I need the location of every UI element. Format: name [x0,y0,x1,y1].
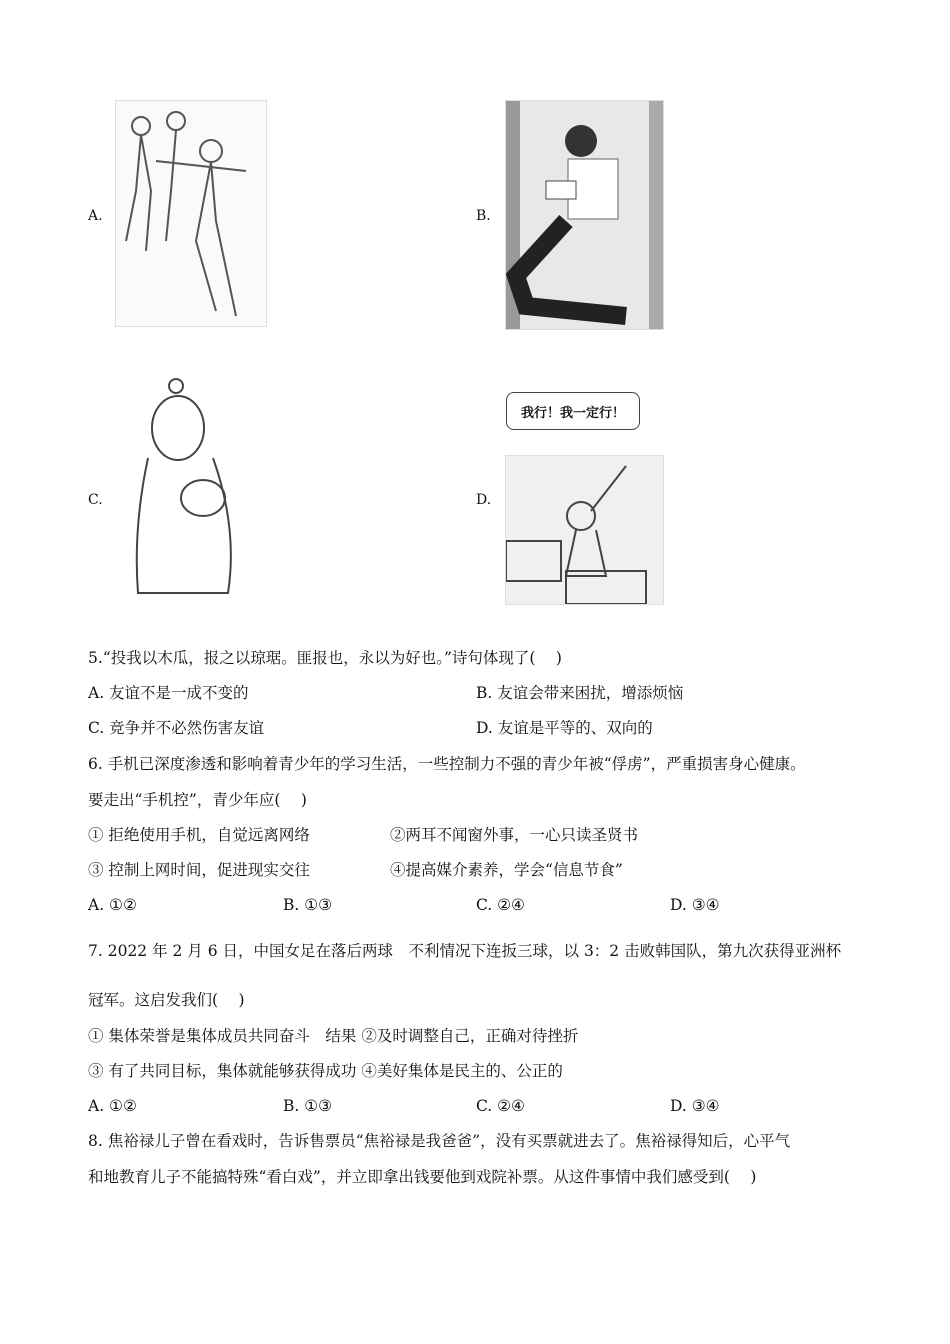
q6-option-d: D. ③④ [670,896,720,914]
q6-item-4: ④提高媒介素养，学会“信息节食” [390,861,623,879]
q6-item-1: ① 拒绝使用手机，自觉远离网络 [88,826,310,844]
q7-items-line-1: ① 集体荣誉是集体成员共同奋斗 结果 ②及时调整自己，正确对待挫折 [88,1027,579,1045]
q6-option-c: C. ②④ [476,896,525,914]
image-label-d: D. [476,492,492,508]
image-label-a: A. [88,208,103,224]
q5-option-a: A. 友谊不是一成不变的 [88,684,249,702]
q7-option-a: A. ①② [88,1097,137,1115]
q7-items-line-2: ③ 有了共同目标，集体就能够获得成功 ④美好集体是民主的、公正的 [88,1062,563,1080]
dancing-girls-illustration [115,100,267,327]
mother-crying-illustration [128,378,240,597]
q7-option-b: B. ①③ [283,1097,333,1115]
confident-girl-illustration [505,455,664,605]
question-5-stem: 5.“投我以木瓜，报之以琼琚。匪报也，永以为好也。”诗句体现了( ) [88,649,562,667]
girl-reading-illustration [505,100,664,330]
question-7-stem: 7. 2022 年 2 月 6 日，中国女足在落后两球 不利情况下连扳三球，以 3：2 击败韩国队，第九次获得亚洲杯 [88,942,842,960]
question-8-stem-cont: 和地教育儿子不能搞特殊“看白戏”，并立即拿出钱要他到戏院补票。从这件事情中我们感受到( ) [88,1168,757,1186]
image-label-b: B. [476,208,491,224]
question-8-stem: 8. 焦裕禄儿子曾在看戏时，告诉售票员“焦裕禄是我爸爸”，没有买票就进去了。焦裕禄得知后，心平气 [88,1132,791,1150]
q5-option-c: C. 竞争并不必然伤害友谊 [88,719,265,737]
question-6-stem: 6. 手机已深度渗透和影响着青少年的学习生活，一些控制力不强的青少年被“俘虏”，严重损害身心健康。 [88,755,806,773]
q7-option-d: D. ③④ [670,1097,720,1115]
q6-item-3: ③ 控制上网时间，促进现实交往 [88,861,310,879]
q5-option-b: B. 友谊会带来困扰，增添烦恼 [476,684,684,702]
q6-option-a: A. ①② [88,896,137,914]
q7-option-c: C. ②④ [476,1097,525,1115]
q5-option-d: D. 友谊是平等的、双向的 [476,719,653,737]
question-6-stem-cont: 要走出“手机控”，青少年应( ) [88,791,307,809]
q6-option-b: B. ①③ [283,896,333,914]
question-7-stem-cont: 冠军。这启发我们( ) [88,991,245,1009]
image-label-c: C. [88,492,103,508]
q6-item-2: ②两耳不闻窗外事，一心只读圣贤书 [390,826,639,844]
speech-bubble: 我行！我一定行！ [506,392,640,430]
